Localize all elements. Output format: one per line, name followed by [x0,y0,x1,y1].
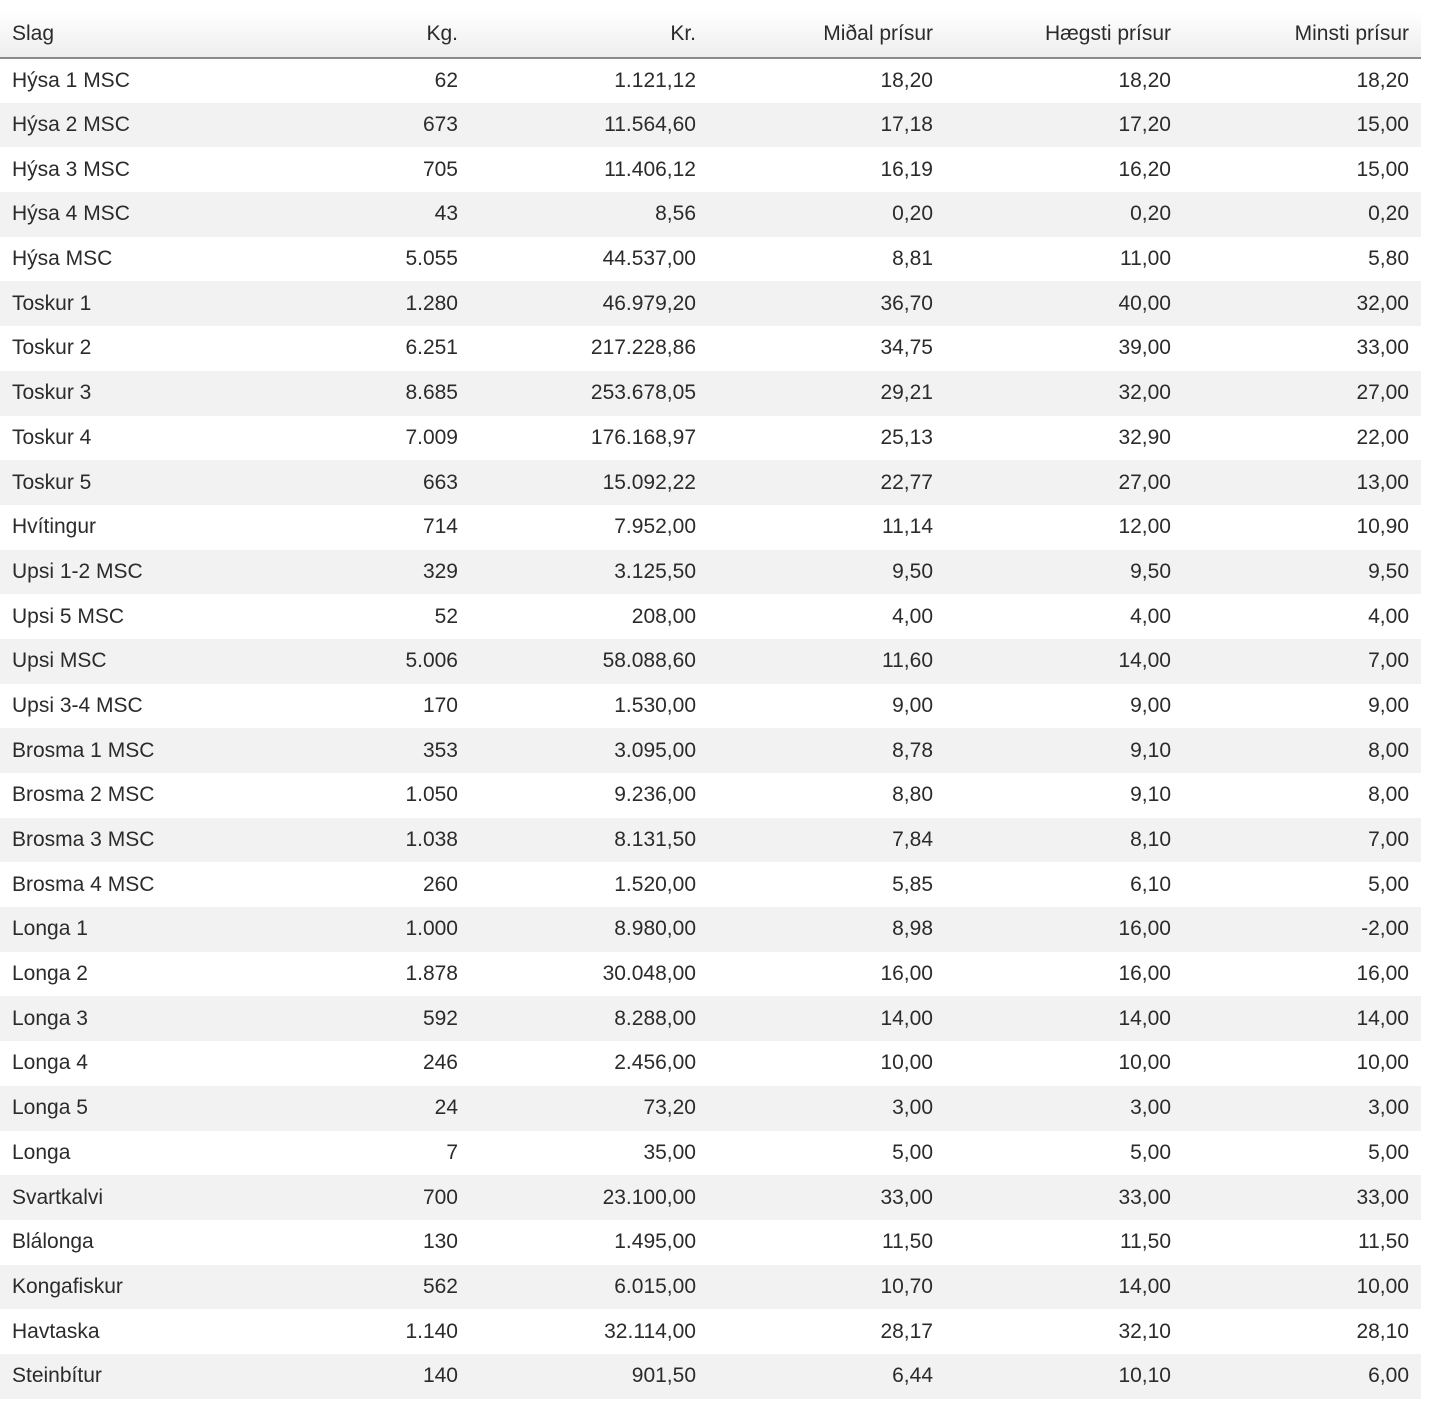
cell-species: Blálonga [12,1230,94,1254]
cell-kr: 253.678,05 [590,381,696,405]
cell-kr: 8.131,50 [614,828,696,852]
cell-species: Longa 5 [12,1096,88,1120]
cell-average-price: 25,13 [880,425,933,449]
cell-kg: 52 [434,604,458,628]
table-row [0,192,1421,237]
cell-lowest-price: -2,00 [1361,917,1409,941]
table-row [0,862,1421,907]
cell-kg: 5.055 [405,247,458,271]
cell-average-price: 22,77 [880,470,933,494]
table-row [0,550,1421,595]
cell-kr: 11.406,12 [604,157,696,181]
cell-species: Longa 2 [12,962,88,986]
cell-average-price: 16,19 [880,157,933,181]
cell-species: Upsi 1-2 MSC [12,559,143,583]
cell-highest-price: 32,90 [1118,425,1171,449]
cell-kr: 15.092,22 [602,470,696,494]
cell-kr: 23.100,00 [602,1185,696,1209]
header-kg[interactable]: Kg. [230,11,470,58]
cell-species: Upsi 3-4 MSC [12,693,143,717]
table-row [0,818,1421,863]
cell-lowest-price: 8,00 [1368,783,1409,807]
cell-kr: 8,56 [655,202,696,226]
cell-average-price: 28,17 [880,1319,933,1343]
cell-lowest-price: 7,00 [1368,649,1409,673]
cell-kg: 62 [434,68,458,92]
cell-average-price: 14,00 [880,1006,933,1030]
cell-kr: 217.228,86 [590,336,696,360]
cell-species: Upsi MSC [12,649,107,673]
table-row [0,996,1421,1041]
table-row [0,639,1421,684]
cell-lowest-price: 22,00 [1356,425,1409,449]
cell-highest-price: 0,20 [1130,202,1171,226]
cell-species: Longa 1 [12,917,88,941]
table-row [0,1041,1421,1086]
cell-kr: 1.530,00 [614,693,696,717]
cell-kr: 46.979,20 [602,291,696,315]
cell-average-price: 18,20 [880,68,933,92]
cell-average-price: 5,00 [892,1140,933,1164]
table-row [0,1354,1421,1399]
cell-kr: 35,00 [643,1140,696,1164]
table-row [0,460,1421,505]
cell-highest-price: 3,00 [1130,1096,1171,1120]
cell-average-price: 11,50 [882,1230,933,1254]
header-highest-price[interactable]: Hægsti prísur [945,11,1183,58]
cell-highest-price: 14,00 [1118,1274,1171,1298]
cell-lowest-price: 6,00 [1368,1364,1409,1388]
cell-highest-price: 11,50 [1120,1230,1171,1254]
cell-kg: 562 [422,1274,458,1298]
cell-lowest-price: 8,00 [1368,738,1409,762]
cell-highest-price: 39,00 [1118,336,1171,360]
cell-lowest-price: 15,00 [1356,113,1409,137]
cell-species: Hýsa 2 MSC [12,113,130,137]
cell-kr: 3.125,50 [614,559,696,583]
cell-highest-price: 5,00 [1130,1140,1171,1164]
cell-kg: 43 [434,202,458,226]
cell-lowest-price: 32,00 [1356,291,1409,315]
cell-average-price: 0,20 [892,202,933,226]
cell-species: Brosma 1 MSC [12,738,155,762]
cell-kr: 1.520,00 [614,872,696,896]
cell-species: Brosma 3 MSC [12,828,155,852]
cell-highest-price: 32,00 [1118,381,1171,405]
cell-kr: 2.456,00 [614,1051,696,1075]
cell-lowest-price: 13,00 [1356,470,1409,494]
cell-kr: 7.952,00 [614,515,696,539]
cell-average-price: 10,00 [880,1051,933,1075]
table-row [0,907,1421,952]
cell-highest-price: 27,00 [1118,470,1171,494]
table-row [0,147,1421,192]
cell-lowest-price: 5,80 [1368,247,1409,271]
cell-species: Toskur 1 [12,291,92,315]
cell-species: Hýsa 4 MSC [12,202,130,226]
cell-species: Toskur 2 [12,336,92,360]
cell-average-price: 17,18 [880,113,933,137]
cell-kg: 705 [422,157,458,181]
cell-highest-price: 16,00 [1118,917,1171,941]
cell-highest-price: 14,00 [1118,1006,1171,1030]
cell-kr: 3.095,00 [614,738,696,762]
cell-kg: 1.878 [405,962,458,986]
cell-species: Hýsa MSC [12,247,113,271]
cell-kg: 5.006 [405,649,458,673]
cell-kg: 7.009 [405,425,458,449]
price-table [0,11,1421,1399]
cell-highest-price: 8,10 [1130,828,1171,852]
cell-lowest-price: 10,00 [1356,1051,1409,1075]
cell-average-price: 8,78 [892,738,933,762]
table-row [0,326,1421,371]
cell-kg: 7 [446,1140,458,1164]
cell-kg: 714 [422,515,458,539]
cell-lowest-price: 10,90 [1356,515,1409,539]
cell-highest-price: 18,20 [1118,68,1171,92]
cell-kg: 246 [422,1051,458,1075]
cell-lowest-price: 7,00 [1368,828,1409,852]
cell-highest-price: 9,00 [1130,693,1171,717]
cell-kr: 11.564,60 [604,113,696,137]
cell-average-price: 8,80 [892,783,933,807]
cell-highest-price: 10,00 [1118,1051,1171,1075]
cell-lowest-price: 10,00 [1356,1274,1409,1298]
cell-species: Longa 3 [12,1006,88,1030]
cell-average-price: 8,81 [892,247,933,271]
cell-kr: 30.048,00 [602,962,696,986]
table-row [0,1309,1421,1354]
cell-kg: 663 [422,470,458,494]
cell-lowest-price: 4,00 [1368,604,1409,628]
cell-highest-price: 9,10 [1130,738,1171,762]
cell-highest-price: 6,10 [1130,872,1171,896]
cell-highest-price: 12,00 [1118,515,1171,539]
cell-kr: 8.288,00 [614,1006,696,1030]
cell-average-price: 3,00 [892,1096,933,1120]
cell-species: Steinbítur [12,1364,102,1388]
cell-kg: 1.038 [405,828,458,852]
cell-kg: 673 [422,113,458,137]
cell-kg: 170 [422,693,458,717]
cell-kg: 130 [422,1230,458,1254]
cell-lowest-price: 9,50 [1368,559,1409,583]
cell-highest-price: 16,20 [1118,157,1171,181]
header-row [0,11,1421,58]
cell-average-price: 9,00 [892,693,933,717]
table-row [0,684,1421,729]
cell-kr: 901,50 [631,1364,696,1388]
cell-lowest-price: 33,00 [1356,1185,1409,1209]
table-row [0,58,1421,103]
cell-average-price: 11,14 [882,515,933,539]
cell-kg: 24 [434,1096,458,1120]
cell-species: Kongafiskur [12,1274,123,1298]
cell-kr: 58.088,60 [602,649,696,673]
cell-kg: 1.050 [405,783,458,807]
cell-lowest-price: 9,00 [1368,693,1409,717]
cell-average-price: 34,75 [880,336,933,360]
header-species[interactable]: Slag [0,11,230,58]
cell-species: Longa 4 [12,1051,88,1075]
cell-species: Brosma 4 MSC [12,872,155,896]
cell-species: Upsi 5 MSC [12,604,125,628]
cell-lowest-price: 11,50 [1358,1230,1409,1254]
cell-species: Toskur 4 [12,425,92,449]
cell-lowest-price: 0,20 [1368,202,1409,226]
cell-kg: 6.251 [405,336,458,360]
table-row [0,1131,1421,1176]
cell-highest-price: 9,50 [1130,559,1171,583]
cell-species: Toskur 5 [12,470,92,494]
cell-kr: 73,20 [643,1096,696,1120]
table-row [0,1265,1421,1310]
cell-highest-price: 4,00 [1130,604,1171,628]
cell-species: Svartkalvi [12,1185,104,1209]
price-table-container [0,11,1421,1399]
cell-lowest-price: 5,00 [1368,872,1409,896]
table-row [0,237,1421,282]
cell-species: Hýsa 3 MSC [12,157,130,181]
cell-average-price: 11,60 [882,649,933,673]
table-body [0,58,1421,1399]
table-row [0,1175,1421,1220]
cell-kr: 32.114,00 [604,1319,696,1343]
cell-highest-price: 16,00 [1118,962,1171,986]
table-row [0,416,1421,461]
cell-average-price: 10,70 [880,1274,933,1298]
cell-kr: 8.980,00 [614,917,696,941]
header-average-price[interactable]: Miðal prísur [708,11,945,58]
table-row [0,594,1421,639]
cell-lowest-price: 27,00 [1356,381,1409,405]
cell-average-price: 9,50 [892,559,933,583]
cell-species: Havtaska [12,1319,100,1343]
table-row [0,728,1421,773]
table-row [0,1086,1421,1131]
cell-species: Longa [12,1140,71,1164]
cell-average-price: 8,98 [892,917,933,941]
cell-average-price: 36,70 [880,291,933,315]
cell-kg: 1.140 [405,1319,458,1343]
cell-average-price: 6,44 [892,1364,933,1388]
cell-lowest-price: 14,00 [1356,1006,1409,1030]
cell-species: Hýsa 1 MSC [12,68,130,92]
cell-highest-price: 14,00 [1118,649,1171,673]
table-row [0,281,1421,326]
cell-kg: 353 [422,738,458,762]
cell-kg: 329 [422,559,458,583]
table-row [0,103,1421,148]
cell-average-price: 29,21 [880,381,933,405]
cell-lowest-price: 33,00 [1356,336,1409,360]
cell-average-price: 33,00 [880,1185,933,1209]
table-row [0,505,1421,550]
table-row [0,952,1421,997]
table-row [0,371,1421,416]
cell-kr: 176.168,97 [590,425,696,449]
cell-lowest-price: 16,00 [1356,962,1409,986]
cell-highest-price: 40,00 [1118,291,1171,315]
cell-average-price: 5,85 [892,872,933,896]
cell-lowest-price: 15,00 [1356,157,1409,181]
cell-kr: 44.537,00 [602,247,696,271]
cell-kr: 6.015,00 [614,1274,696,1298]
header-lowest-price[interactable]: Minsti prísur [1183,11,1421,58]
cell-kr: 1.495,00 [614,1230,696,1254]
cell-highest-price: 9,10 [1130,783,1171,807]
cell-species: Toskur 3 [12,381,92,405]
cell-highest-price: 11,00 [1120,247,1171,271]
cell-kg: 1.280 [405,291,458,315]
cell-lowest-price: 28,10 [1356,1319,1409,1343]
cell-lowest-price: 3,00 [1368,1096,1409,1120]
cell-species: Hvítingur [12,515,97,539]
table-header [0,11,1421,58]
cell-lowest-price: 5,00 [1368,1140,1409,1164]
header-kr[interactable]: Kr. [470,11,708,58]
cell-highest-price: 33,00 [1118,1185,1171,1209]
cell-kg: 700 [422,1185,458,1209]
cell-average-price: 7,84 [892,828,933,852]
cell-lowest-price: 18,20 [1356,68,1409,92]
cell-kg: 260 [422,872,458,896]
cell-kg: 592 [422,1006,458,1030]
cell-highest-price: 32,10 [1118,1319,1171,1343]
cell-kg: 8.685 [405,381,458,405]
table-row [0,1220,1421,1265]
cell-kr: 9.236,00 [614,783,696,807]
cell-highest-price: 10,10 [1118,1364,1171,1388]
cell-kg: 140 [422,1364,458,1388]
table-row [0,773,1421,818]
cell-kg: 1.000 [405,917,458,941]
cell-kr: 208,00 [631,604,696,628]
cell-kr: 1.121,12 [614,68,696,92]
cell-species: Brosma 2 MSC [12,783,155,807]
cell-highest-price: 17,20 [1118,113,1171,137]
cell-average-price: 4,00 [892,604,933,628]
cell-average-price: 16,00 [880,962,933,986]
